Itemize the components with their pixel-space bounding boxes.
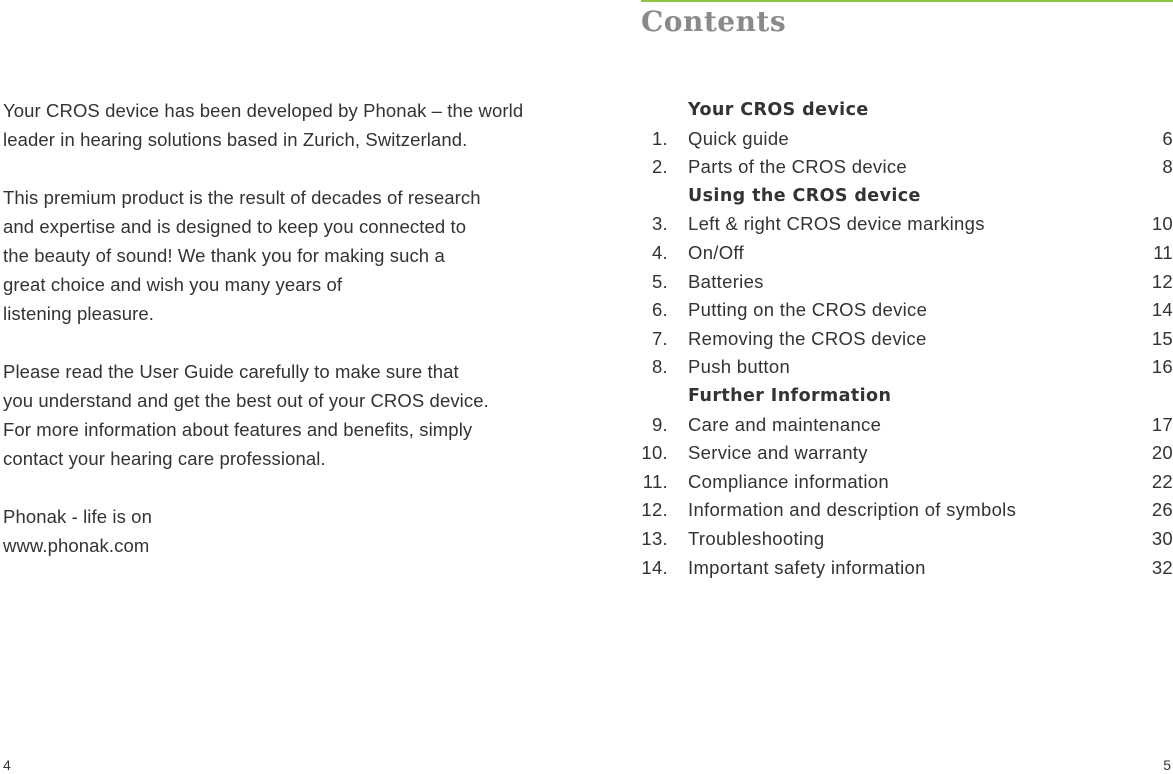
intro-paragraph (3, 357, 543, 473)
toc-entry (600, 439, 1173, 468)
toc-entry-number: 2. (651, 156, 668, 178)
toc-entry-number: 3. (651, 213, 668, 235)
intro-line: For more information about features and beneﬁts, simply (3, 419, 473, 440)
intro-line: the beauty of sound! We thank you for making such a (3, 245, 445, 266)
toc-section-label: Your CROS device (688, 100, 869, 120)
toc-entry (600, 325, 1173, 354)
toc-entry-label: Batteries (688, 270, 764, 292)
toc-entry (600, 554, 1173, 583)
toc-entry (600, 125, 1173, 154)
toc-entry (600, 239, 1173, 268)
toc-entry-page: 26 (1151, 499, 1173, 521)
toc-section-heading (600, 382, 1173, 411)
intro-text (3, 96, 543, 589)
toc-entry-number: 6. (651, 299, 668, 321)
toc-entry-label: Left & right CROS device markings (688, 213, 985, 235)
toc-section-heading (600, 182, 1173, 211)
toc-entry (600, 525, 1173, 554)
toc-entry-page: 32 (1151, 556, 1173, 578)
toc-entry-page: 16 (1151, 356, 1173, 378)
toc-entry-number: 1. (651, 127, 668, 149)
intro-paragraph (3, 502, 543, 560)
toc-entry-number: 14. (641, 556, 668, 578)
page-number-right: 5 (1163, 757, 1171, 773)
intro-line: www.phonak.com (3, 535, 150, 556)
toc-entry-label: Putting on the CROS device (688, 299, 928, 321)
toc-entry-label: Quick guide (688, 127, 789, 149)
toc-entry (600, 153, 1173, 182)
toc-entry-label: Push button (688, 356, 791, 378)
intro-line: contact your hearing care professional. (3, 448, 326, 469)
toc-entry (600, 411, 1173, 440)
intro-line: great choice and wish you many years of (3, 274, 343, 295)
intro-line: Your CROS device has been developed by Phonak – the world (3, 100, 524, 121)
right-page (600, 0, 1173, 774)
toc-section-label: Further Information (688, 385, 892, 406)
intro-line: Please read the User Guide carefully to make sure that (3, 361, 459, 382)
toc-entry-number: 9. (651, 413, 668, 435)
intro-line: This premium product is the result of decades of research (3, 187, 481, 208)
toc-entry-number: 8. (651, 356, 668, 378)
left-page (0, 0, 560, 774)
toc-entry-page: 17 (1151, 413, 1173, 435)
toc-entry-label: Care and maintenance (688, 413, 882, 435)
toc-entry-page: 15 (1151, 327, 1173, 349)
toc-entry-label: On/Off (688, 241, 744, 263)
toc-entry-page: 10 (1151, 213, 1173, 235)
toc-entry-page: 22 (1151, 470, 1173, 492)
intro-line: leader in hearing solutions based in Zurich, Switzerland. (3, 129, 468, 150)
toc-entry-number: 7. (651, 327, 668, 349)
toc-entry (600, 353, 1173, 382)
page-number-left: 4 (3, 757, 11, 773)
toc-entry-page: 12 (1151, 270, 1173, 292)
toc-section-heading (600, 96, 1173, 125)
intro-paragraph (3, 183, 543, 328)
toc-entry-label: Removing the CROS device (688, 327, 927, 349)
toc-entry (600, 268, 1173, 297)
intro-line: listening pleasure. (3, 303, 155, 324)
toc-entry-number: 11. (642, 470, 668, 492)
toc-entry-page: 6 (1162, 127, 1173, 149)
toc-entry-label: Troubleshooting (688, 527, 825, 549)
toc-entry-number: 4. (651, 241, 668, 263)
toc-entry-label: Information and description of symbols (688, 499, 1017, 521)
intro-paragraph (3, 96, 543, 154)
table-of-contents (600, 96, 1173, 582)
toc-entry-number: 5. (651, 270, 668, 292)
toc-entry-page: 20 (1151, 442, 1173, 464)
toc-entry (600, 468, 1173, 497)
toc-entry-label: Service and warranty (688, 442, 868, 464)
contents-title: Contents (641, 5, 787, 38)
intro-line: and expertise and is designed to keep you connected to (3, 216, 467, 237)
intro-line: you understand and get the best out of your CROS device. (3, 390, 489, 411)
toc-entry (600, 296, 1173, 325)
toc-section-label: Using the CROS device (688, 185, 921, 206)
toc-entry-label: Parts of the CROS device (688, 156, 908, 178)
toc-entry-number: 12. (641, 499, 668, 521)
toc-entry-label: Compliance information (688, 470, 889, 492)
toc-entry-page: 11 (1153, 241, 1173, 263)
toc-entry-page: 8 (1162, 156, 1173, 178)
toc-entry (600, 496, 1173, 525)
toc-entry-number: 10. (641, 442, 668, 464)
toc-entry-page: 14 (1151, 299, 1173, 321)
toc-entry (600, 210, 1173, 239)
intro-line: Phonak - life is on (3, 506, 152, 527)
toc-entry-label: Important safety information (688, 556, 926, 578)
toc-entry-number: 13. (641, 527, 668, 549)
toc-entry-page: 30 (1151, 527, 1173, 549)
